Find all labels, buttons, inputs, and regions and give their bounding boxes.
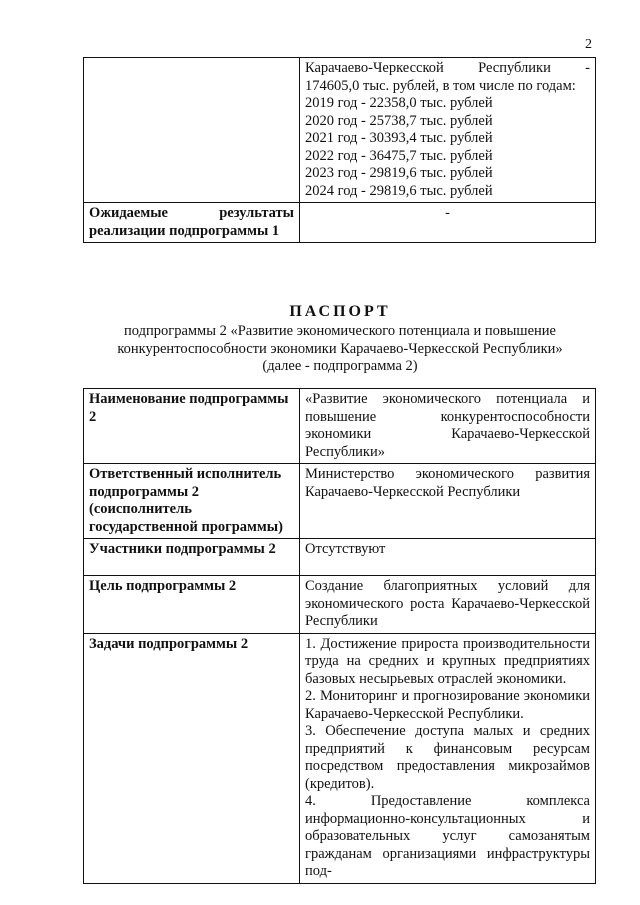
passport-table (83, 388, 596, 884)
funding-line: 2023 год - 29819,6 тыс. рублей (305, 165, 493, 181)
task-item: 1. Достижение прироста производительности труда на средних и крупных предприятиях базовых несырьевых отраслей экономики. (305, 635, 590, 687)
funding-line: Карачаево-Черкесской Республики - (305, 60, 590, 76)
tasks-label: Задачи подпрограммы 2 (84, 633, 300, 883)
participants-value: Отсутствуют (300, 539, 596, 576)
table-row (84, 389, 596, 464)
tasks-value (300, 633, 596, 883)
funding-line: 2021 год - 30393,4 тыс. рублей (305, 130, 493, 146)
funding-line: 174605,0 тыс. рублей, в том числе по годам: (305, 77, 576, 94)
funding-line: 2019 год - 22358,0 тыс. рублей (305, 95, 493, 111)
table-row (84, 576, 596, 634)
task-item: 2. Мониторинг и прогнозирование экономики Карачаево-Черкесской Республики. (305, 688, 590, 722)
table-row (84, 464, 596, 539)
passport-title: ПАСПОРТ (289, 303, 391, 320)
funding-line: 2020 год - 25738,7 тыс. рублей (305, 112, 493, 129)
table-row (84, 539, 596, 576)
subprogram-name-value: «Развитие экономического потенциала и повышение конкурентоспособности экономики Карачаево-Черкесской Республики» (300, 389, 596, 464)
funding-label-cell (84, 58, 300, 203)
goal-value: Создание благоприятных условий для экономического роста Карачаево-Черкесской Республики (300, 576, 596, 634)
table-row (84, 633, 596, 883)
page-number: 2 (585, 37, 592, 52)
expected-results-label: Ожидаемые результаты реализации подпрограммы 1 (84, 203, 300, 243)
responsible-executor-label: Ответственный исполнитель подпрограммы 2 (соисполнитель государственной программы) (84, 464, 300, 539)
subtitle-line: конкурентоспособности экономики Карачаево-Черкесской Республики» (117, 340, 563, 357)
subtitle-line: подпрограммы 2 «Развитие экономического потенциала и повышение (124, 323, 556, 339)
task-item: 4. Предоставление комплекса информационно-консультационных и образовательных услуг самозанятым гражданам организациями инфраструктуры под- (305, 793, 590, 879)
funding-line: 2022 год - 36475,7 тыс. рублей (305, 147, 493, 164)
subprogram-name-label: Наименование подпрограммы 2 (84, 389, 300, 464)
task-item: 3. Обеспечение доступа малых и средних предприятий к финансовым ресурсам посредством предоставления микрозаймов (кредитов). (305, 723, 590, 792)
responsible-executor-value: Министерство экономического развития Карачаево-Черкесской Республики (300, 464, 596, 539)
expected-results-value: - (300, 203, 596, 243)
funding-value-cell (300, 58, 596, 203)
passport-subtitle (90, 323, 590, 376)
participants-label: Участники подпрограммы 2 (84, 539, 300, 576)
funding-line: 2024 год - 29819,6 тыс. рублей (305, 182, 493, 199)
goal-label: Цель подпрограммы 2 (84, 576, 300, 634)
subtitle-line: (далее - подпрограмма 2) (262, 358, 418, 374)
top-table-continuation (83, 57, 596, 243)
